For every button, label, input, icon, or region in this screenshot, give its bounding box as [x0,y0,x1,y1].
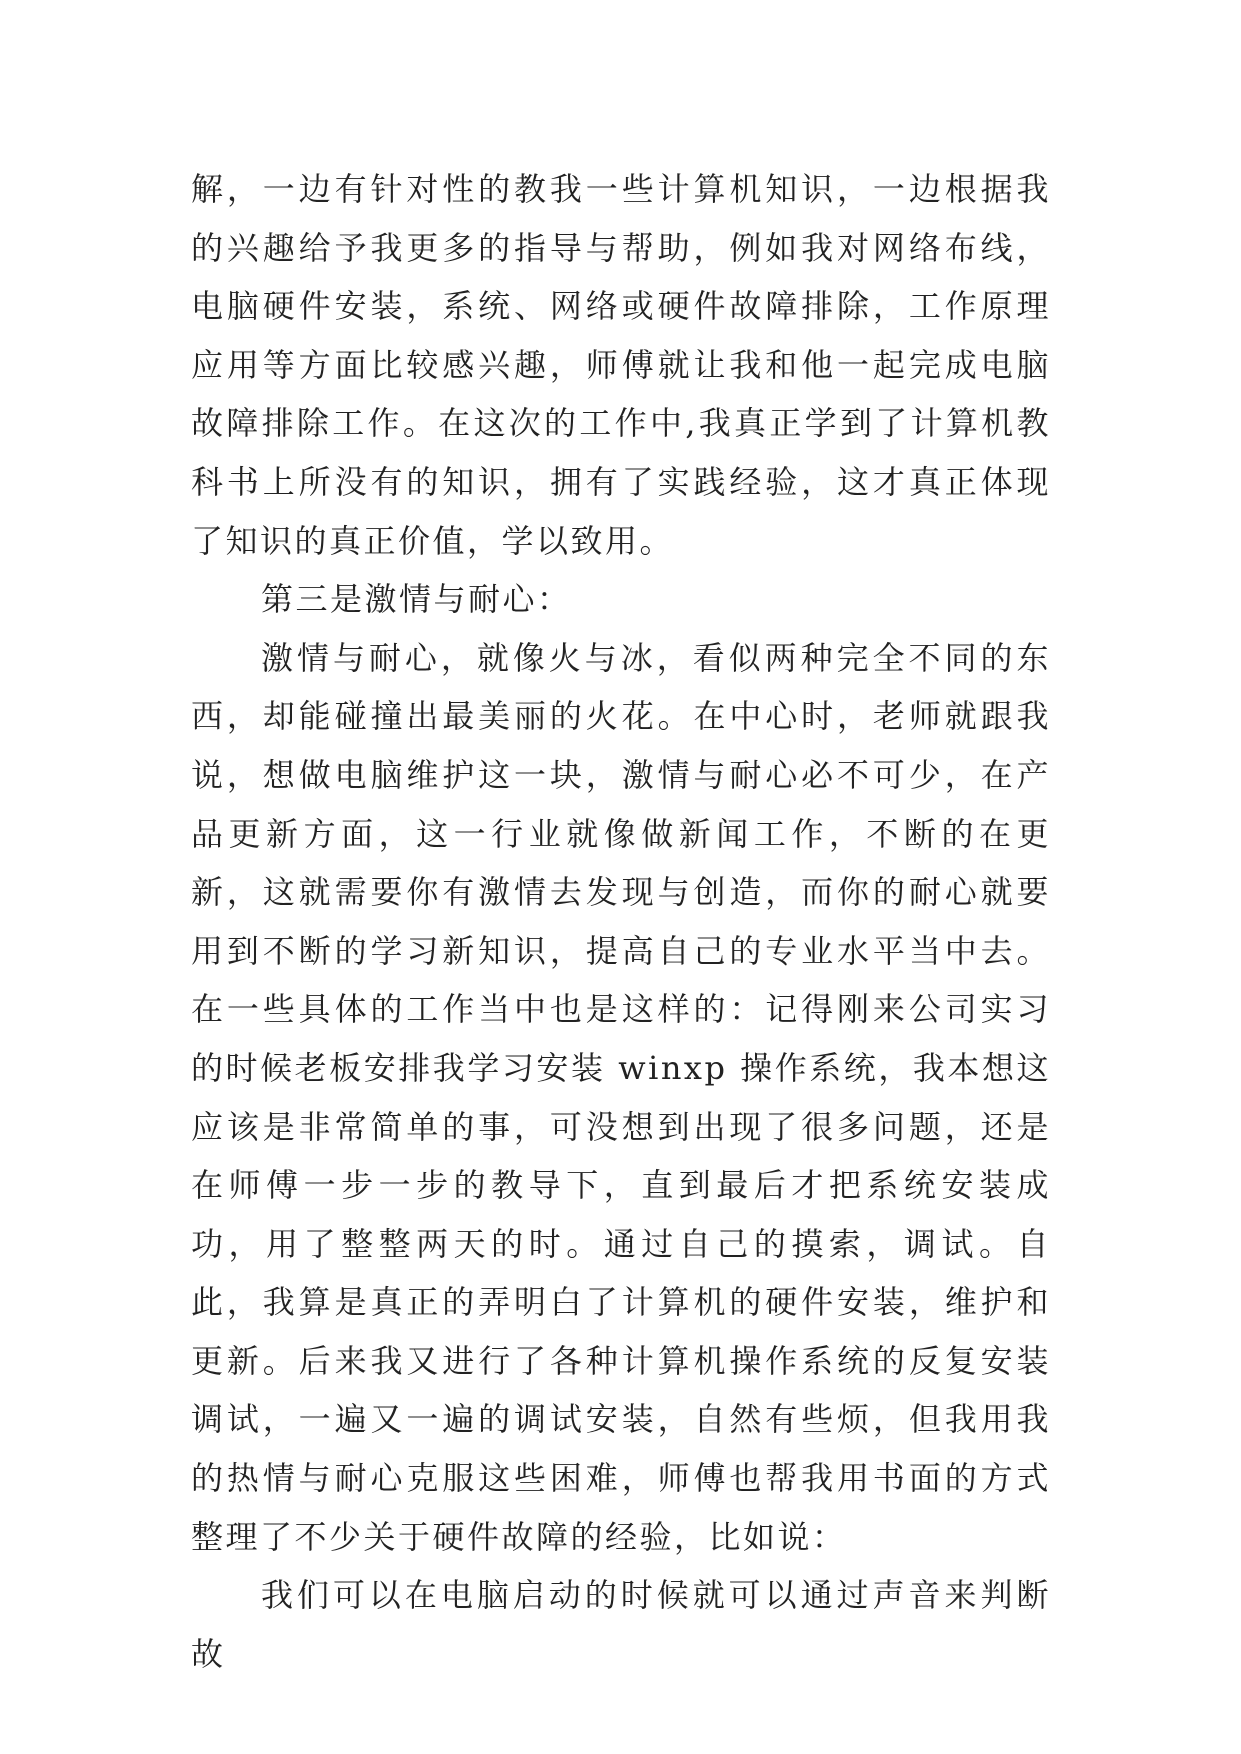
body-text [191,160,1051,1683]
paragraph-passion-patience: 激情与耐心，就像火与冰，看似两种完全不同的东西，却能碰撞出最美丽的火花。在中心时，老师就跟我说，想做电脑维护这一块，激情与耐心必不可少，在产品更新方面，这一行业就像做新闻工作，不断的在更新，这就需要你有激情去发现与创造，而你的耐心就要用到不断的学习新知识，提高自己的专业水平当中去。在一些具体的工作当中也是这样的：记得刚来公司实习的时候老板安排我学习安装 winxp 操作系统，我本想这应该是非常简单的事，可没想到出现了很多问题，还是在师傅一步一步的教导下，直到最后才把系统安装成功，用了整整两天的时。通过自己的摸索，调试。自此，我算是真正的弄明白了计算机的硬件安装，维护和更新。后来我又进行了各种计算机操作系统的反复安装调试，一遍又一遍的调试安装，自然有些烦，但我用我的热情与耐心克服这些困难，师傅也帮我用书面的方式整理了不少关于硬件故障的经验，比如说： [191,638,1051,1556]
paragraph-boot-sound: 我们可以在电脑启动的时候就可以通过声音来判断故 [191,1576,1051,1673]
paragraph-continuation: 解，一边有针对性的教我一些计算机知识，一边根据我的兴趣给予我更多的指导与帮助，例如我对网络布线，电脑硬件安装，系统、网络或硬件故障排除，工作原理应用等方面比较感兴趣，师傅就让我和他一起完成电脑故障排除工作。在这次的工作中,我真正学到了计算机教科书上所没有的知识，拥有了实践经验，这才真正体现了知识的真正价值，学以致用。 [191,170,1051,560]
section-heading-passion-patience: 第三是激情与耐心： [261,580,572,619]
